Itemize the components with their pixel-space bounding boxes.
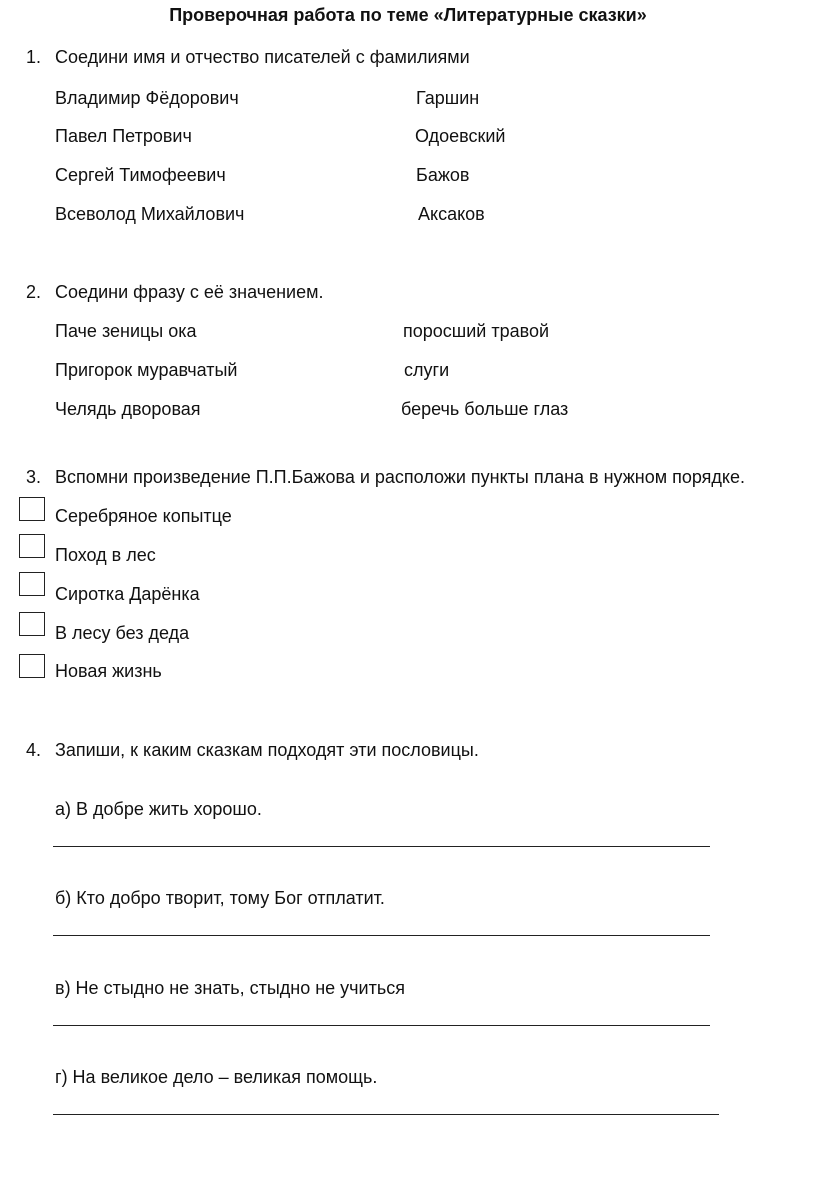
q3-number: 3. [26, 467, 42, 487]
proverb: г) На великое дело – великая помощь. [55, 1067, 378, 1087]
q2-text: Соедини фразу с её значением. [55, 282, 324, 302]
order-number-box[interactable] [19, 534, 45, 558]
proverb: в) Не стыдно не знать, стыдно не учиться [55, 978, 405, 998]
q1-right-item: Гаршин [416, 88, 480, 108]
q3-text: Вспомни произведение П.П.Бажова и расположи пункты плана в нужном порядке. [55, 467, 746, 487]
q1-left-item: Всеволод Михайлович [55, 204, 245, 224]
plan-item: Новая жизнь [55, 661, 162, 681]
q2-right-item: поросший травой [403, 321, 550, 341]
q1-left-item: Павел Петрович [55, 126, 192, 146]
q2-number: 2. [26, 282, 42, 302]
answer-line[interactable] [53, 846, 710, 847]
order-number-box[interactable] [19, 497, 45, 521]
q2-left-item: Челядь дворовая [55, 399, 201, 419]
answer-line[interactable] [53, 1114, 719, 1115]
order-number-box[interactable] [19, 612, 45, 636]
proverb: б) Кто добро творит, тому Бог отплатит. [55, 888, 385, 908]
q1-left-item: Сергей Тимофеевич [55, 165, 226, 185]
q1-right-item: Аксаков [418, 204, 485, 224]
order-number-box[interactable] [19, 572, 45, 596]
q1-left-item: Владимир Фёдорович [55, 88, 239, 108]
q2-left-item: Пригорок муравчатый [55, 360, 238, 380]
plan-item: Сиротка Дарёнка [55, 584, 200, 604]
plan-item: Серебряное копытце [55, 506, 232, 526]
plan-item: Поход в лес [55, 545, 156, 565]
proverb: а) В добре жить хорошо. [55, 799, 262, 819]
q4-number: 4. [26, 740, 42, 760]
q4-text: Запиши, к каким сказкам подходят эти пословицы. [55, 740, 479, 760]
order-number-box[interactable] [19, 654, 45, 678]
plan-item: В лесу без деда [55, 623, 190, 643]
q2-left-item: Паче зеницы ока [55, 321, 197, 341]
answer-line[interactable] [53, 935, 710, 936]
q1-right-item: Одоевский [415, 126, 506, 146]
q1-right-item: Бажов [416, 165, 470, 185]
q2-right-item: беречь больше глаз [401, 399, 569, 419]
q1-number: 1. [26, 47, 42, 67]
answer-line[interactable] [53, 1025, 710, 1026]
q2-right-item: слуги [404, 360, 450, 380]
page-title: Проверочная работа по теме «Литературные сказки» [169, 5, 647, 25]
q1-text: Соедини имя и отчество писателей с фамилиями [55, 47, 470, 67]
